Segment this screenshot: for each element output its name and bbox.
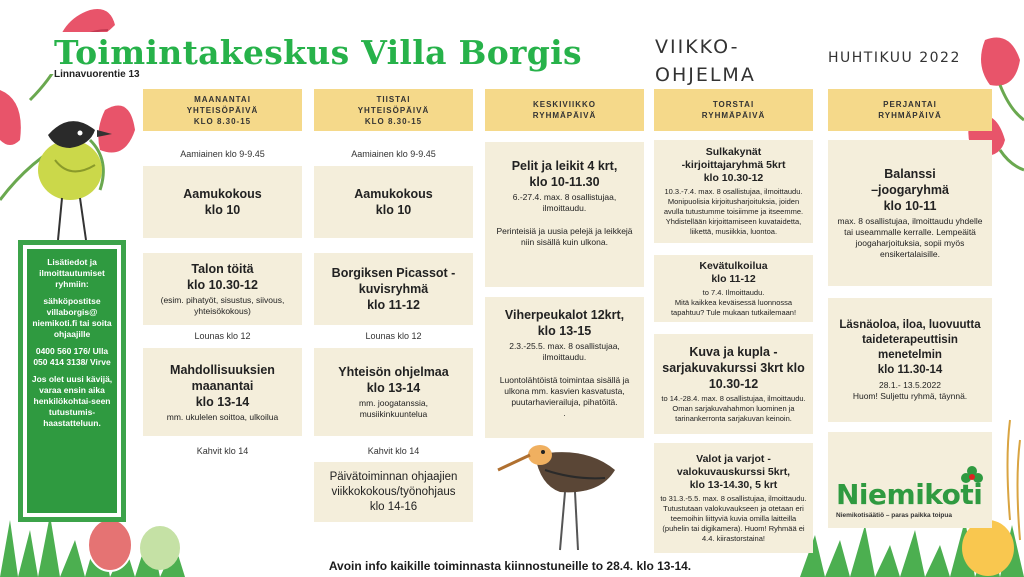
event-title: viikkokokous/työnohjaus xyxy=(331,485,456,498)
logo-tagline: Niemikotisäätiö – paras paikka toipua xyxy=(836,512,952,519)
monday-house-chores xyxy=(143,253,302,325)
monday-morning-meeting xyxy=(143,166,302,238)
day-type: RYHMÄPÄIVÄ xyxy=(532,111,597,120)
event-description: Mitä kaikkea keväisessä luonnossa tapahtuu? Tule mukaan tutkailemaan! xyxy=(670,297,797,317)
event-title: Päivätoiminnan ohjaajien xyxy=(329,470,458,483)
event-title: Mahdollisuuksien xyxy=(170,362,275,377)
event-time: klo 11.30-14 xyxy=(877,364,943,376)
day-header-wednesday xyxy=(485,89,644,131)
event-time: klo 13-14 xyxy=(195,394,250,409)
event-title: Kevätulkoilua xyxy=(699,259,768,272)
easter-egg-icon xyxy=(140,526,180,570)
day-header-monday xyxy=(143,89,302,131)
event-time: klo 10 xyxy=(375,203,412,217)
event-title: –joogaryhmä xyxy=(871,183,949,197)
event-description: to 14.-28.4. max. 8 osallistujaa, ilmoittaudu. Oman sarjakuvahahmon luominen ja tarinankerronta sarjakuvan keinoin. xyxy=(661,394,806,423)
event-time: klo 10.30-12 xyxy=(703,172,764,184)
event-time: klo 13-14 xyxy=(366,381,421,395)
event-time: klo 10.30-12 xyxy=(187,278,258,292)
event-title: menetelmin xyxy=(878,349,942,361)
day-name: TORSTAI xyxy=(712,100,755,109)
easter-egg-icon xyxy=(88,519,132,571)
day-name: KESKIVIIKKO xyxy=(532,100,596,109)
event-time: klo 11-12 xyxy=(711,272,756,285)
day-header-friday xyxy=(828,89,992,131)
event-title: sarjakuvakurssi 3krt klo xyxy=(662,361,805,375)
event-description: mm. ukulelen soittoa, ulkoilua xyxy=(166,411,279,422)
event-description: Luontolähtöistä toimintaa sisällä ja ulkona mm. kasvien kasvatusta, puutarhavierailuja, pihatöitä. xyxy=(499,375,630,407)
monday-opportunities xyxy=(143,348,302,436)
event-title: Balanssi xyxy=(884,167,936,181)
thursday-photography-course xyxy=(654,443,813,553)
thursday-comics-course xyxy=(654,334,813,434)
event-description: to 7.4. Ilmoittaudu. xyxy=(702,287,765,297)
info-contact-email: sähköpostitse villaborgis@ niemikoti.fi tai soita ohjaajille xyxy=(32,296,112,339)
easter-egg-icon xyxy=(962,520,1014,576)
wheat-icon xyxy=(1008,420,1021,540)
event-title: -kirjoittajaryhmä 5krt xyxy=(681,159,786,171)
event-description: max. 8 osallistujaa, ilmoittaudu yhdelle tai useammalle kerralle. Lempeäitä joogaharjoituksia, sopii myös ensikertalaisille. xyxy=(837,216,983,259)
tuesday-breakfast: Aamiainen klo 9-9.45 xyxy=(351,149,436,159)
program-heading-line: VIIKKO- xyxy=(655,36,740,58)
info-new-visitor: Jos olet uusi kävijä, varaa ensin aika henkilökohtai-seen tutustumis-haastatteluun. xyxy=(31,374,113,428)
event-title: valokuvauskurssi 5krt, xyxy=(676,465,791,478)
thursday-writing-group xyxy=(654,140,813,243)
event-time: 10.30-12 xyxy=(708,377,759,391)
event-time: klo 13-15 xyxy=(537,324,592,338)
tuesday-morning-meeting xyxy=(314,166,473,238)
info-paragraph: Lisätiedot ja ilmoittautumiset ryhmiin: xyxy=(39,257,105,289)
program-heading xyxy=(655,33,756,89)
event-title: maanantai xyxy=(191,378,254,393)
event-title: Borgiksen Picassot - xyxy=(331,266,456,280)
day-hours: KLO 8.30-15 xyxy=(193,116,252,126)
event-description: mm. joogatanssia, xyxy=(359,398,428,408)
event-title: Sulkakynät xyxy=(705,146,762,158)
event-title: Aamukokous xyxy=(183,187,262,201)
tuesday-art-group xyxy=(314,253,473,325)
logo-name: Niemikoti xyxy=(836,478,983,511)
event-title: Yhteisön ohjelmaa xyxy=(338,365,449,379)
day-name: PERJANTAI xyxy=(883,100,937,109)
event-description: 10.3.-7.4. max. 8 osallistujaa, ilmoittaudu. Monipuolisia kirjoitusharjoituksia, joiden avulla tutustumme toisiimme ja itseemme. Yhdistellään kirjoittamiseen kuvataidetta, liikettä, musiikkia, luontoa. xyxy=(663,187,804,236)
tuesday-community-program xyxy=(314,348,473,436)
event-description: 2.3.-25.5. max. 8 osallistujaa, xyxy=(509,341,620,351)
event-description: . xyxy=(563,408,566,418)
event-description: musiikinkuuntelua xyxy=(359,409,428,419)
tuesday-lunch: Lounas klo 12 xyxy=(365,331,422,341)
day-type: YHTEISÖPÄIVÄ xyxy=(186,105,259,115)
program-heading-line: OHJELMA xyxy=(655,64,756,86)
event-description: Perinteisiä ja uusia pelejä ja leikkejä niin sisällä kuin ulkona. xyxy=(496,226,633,247)
page-title: Toimintakeskus Villa Borgis xyxy=(50,32,590,74)
friday-art-therapy xyxy=(828,298,992,422)
event-title: Pelit ja leikit 4 krt, xyxy=(511,159,618,173)
event-title: Kuva ja kupla - xyxy=(689,345,778,359)
day-type: RYHMÄPÄIVÄ xyxy=(878,111,942,120)
info-box xyxy=(18,240,126,522)
tuesday-staff-meeting xyxy=(314,462,473,522)
day-type: YHTEISÖPÄIVÄ xyxy=(357,105,430,115)
day-header-tuesday xyxy=(314,89,473,131)
footer-announcement: Avoin info kaikille toiminnasta kiinnostuneille to 28.4. klo 13-14. xyxy=(328,559,692,573)
month-label: HUHTIKUU 2022 xyxy=(828,50,961,66)
event-time: klo 11-12 xyxy=(367,298,420,312)
event-description: ilmoittaudu. xyxy=(542,352,587,362)
event-description: to 31.3.-5.5. max. 8 osallistujaa, ilmoittaudu. Tutustutaan valokuvaukseen ja otetaan eri teemoihin liittyviä kuvia omilla laitteilla (puhelin tai digikamera). Huom! Ryhmää ei 4.4. kiirastorstaina! xyxy=(660,493,807,543)
event-description: 6.-27.4. max. 8 osallistujaa, xyxy=(512,192,617,202)
address: Linnavuorentie 13 xyxy=(54,69,140,80)
event-title: Talon töitä xyxy=(191,262,254,276)
day-name: MAANANTAI xyxy=(194,94,251,104)
monday-breakfast: Aamiainen klo 9-9.45 xyxy=(180,149,265,159)
event-title: Läsnäoloa, iloa, luovuutta xyxy=(839,319,981,331)
tuesday-coffee: Kahvit klo 14 xyxy=(367,446,420,456)
day-header-thursday xyxy=(654,89,813,131)
event-description: (esim. pihatyöt, sisustus, siivous, yhteisökokous) xyxy=(160,295,285,316)
monday-coffee: Kahvit klo 14 xyxy=(196,446,249,456)
event-time: klo 14-16 xyxy=(369,500,418,513)
event-title: Viherpeukalot 12krt, xyxy=(504,308,625,322)
thursday-spring-outdoor xyxy=(654,255,813,322)
event-time: klo 10-11 xyxy=(883,199,937,213)
info-content xyxy=(27,249,117,513)
event-description: 28.1.- 13.5.2022 xyxy=(879,380,941,390)
event-time: klo 13-14.30, 5 krt xyxy=(689,478,778,491)
event-time: klo 10 xyxy=(204,203,241,217)
event-description: Huom! Suljettu ryhmä, täynnä. xyxy=(852,391,968,401)
wednesday-green-thumbs xyxy=(485,297,644,438)
day-name: TIISTAI xyxy=(376,94,411,104)
niemikoti-logo xyxy=(836,470,986,519)
event-title: Aamukokous xyxy=(354,187,433,201)
event-title: taideterapeuttisin xyxy=(862,334,958,346)
day-type: RYHMÄPÄIVÄ xyxy=(701,111,766,120)
event-time: klo 10-11.30 xyxy=(529,175,600,189)
monday-lunch: Lounas klo 12 xyxy=(194,331,251,341)
event-title: Valot ja varjot - xyxy=(696,452,771,465)
event-description: ilmoittaudu. xyxy=(542,203,587,213)
wader-bird-illustration-icon xyxy=(498,445,615,550)
friday-yoga-group xyxy=(828,140,992,286)
day-hours: KLO 8.30-15 xyxy=(364,116,423,126)
info-phone-numbers: 0400 560 176/ Ulla 050 414 3138/ Virve xyxy=(33,346,111,367)
wednesday-games xyxy=(485,142,644,287)
event-title: kuvisryhmä xyxy=(358,282,429,296)
